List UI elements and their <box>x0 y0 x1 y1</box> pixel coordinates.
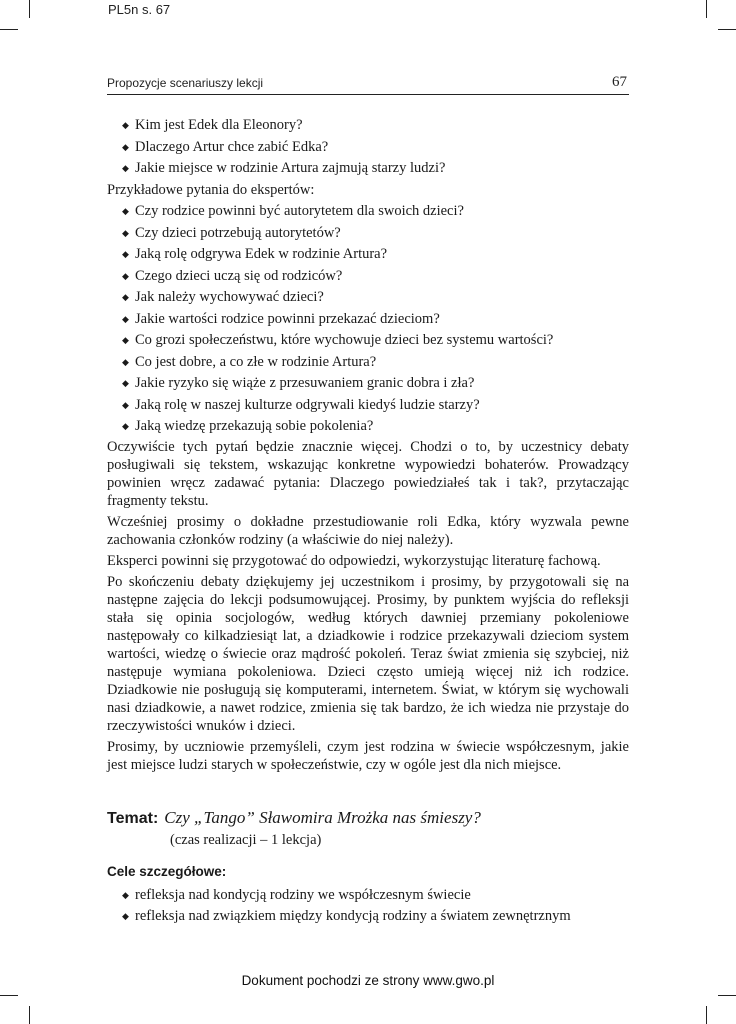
list-item: ◆ Jaką rolę odgrywa Edek w rodzinie Artura? <box>121 244 629 266</box>
goals-list <box>107 885 629 928</box>
list-item: ◆ refleksja nad kondycją rodziny we współczesnym świecie <box>121 885 629 907</box>
crop-mark-top-right-v <box>706 0 707 18</box>
body-paragraph: Eksperci powinni się przygotować do odpowiedzi, wykorzystując literaturę fachową. <box>107 552 601 569</box>
crop-mark-top-left-h <box>0 29 18 30</box>
list-item: ◆ Jaką rolę w naszej kulturze odgrywali kiedyś ludzie starzy? <box>121 395 629 417</box>
running-title: Propozycje scenariuszy lekcji <box>107 76 264 90</box>
list-item: ◆ Czy rodzice powinni być autorytetem dla swoich dzieci? <box>121 201 629 223</box>
experts-intro: Przykładowe pytania do ekspertów: <box>107 181 315 198</box>
topic-title: Czy „Tango” Sławomira Mrożka nas śmieszy? <box>164 808 481 827</box>
crop-mark-bottom-left-v <box>29 1006 30 1024</box>
diamond-bullet-icon: ◆ <box>122 911 129 921</box>
body-paragraph: Wcześniej prosimy o dokładne przestudiowanie roli Edka, który wyzwala pewne zachowania członków rodziny (a właściwie do niej należy). <box>107 513 629 548</box>
diamond-bullet-icon: ◆ <box>122 356 129 367</box>
diamond-bullet-icon: ◆ <box>122 227 129 238</box>
diamond-bullet-icon: ◆ <box>122 141 129 152</box>
lesson-goals <box>107 861 629 928</box>
list-item: ◆ Jakie miejsce w rodzinie Artura zajmują starzy ludzi? <box>121 158 629 180</box>
diamond-bullet-icon: ◆ <box>122 206 129 216</box>
page-slug: PL5n s. 67 <box>108 2 171 17</box>
running-header <box>107 74 629 95</box>
list-item: ◆ Jaką wiedzę przekazują sobie pokolenia? <box>121 416 629 438</box>
diamond-bullet-icon: ◆ <box>122 120 129 130</box>
question-list-a <box>107 115 629 180</box>
diamond-bullet-icon: ◆ <box>122 335 129 345</box>
crop-mark-bottom-left-h <box>0 995 18 996</box>
body-paragraph: Prosimy, by uczniowie przemyśleli, czym jest rodzina w świecie współczesnym, jakie jest miejsce ludzi starych w społeczeństwie, czy w ogóle jest dla nich miejsce. <box>107 738 629 773</box>
list-item: ◆ Czy dzieci potrzebują autorytetów? <box>121 223 629 245</box>
diamond-bullet-icon: ◆ <box>122 399 129 410</box>
list-item: ◆ Co grozi społeczeństwu, które wychowuje dzieci bez systemu wartości? <box>121 330 629 352</box>
diamond-bullet-icon: ◆ <box>122 292 129 302</box>
list-item: ◆ Kim jest Edek dla Eleonory? <box>121 115 629 137</box>
list-item: ◆ Czego dzieci uczą się od rodziców? <box>121 266 629 288</box>
diamond-bullet-icon: ◆ <box>122 421 129 431</box>
topic-label: Temat: <box>107 810 159 827</box>
crop-mark-bottom-right-v <box>706 1006 707 1024</box>
crop-mark-bottom-right-h <box>718 995 736 996</box>
list-item: ◆ Jakie wartości rodzice powinni przekazać dzieciom? <box>121 309 629 331</box>
list-item: ◆ Jak należy wychowywać dzieci? <box>121 287 629 309</box>
lesson-topic <box>107 808 629 849</box>
topic-duration-note: (czas realizacji – 1 lekcja) <box>170 832 322 848</box>
list-item: ◆ Co jest dobre, a co złe w rodzinie Artura? <box>121 352 629 374</box>
diamond-bullet-icon: ◆ <box>122 889 129 900</box>
body-paragraph: Po skończeniu debaty dziękujemy jej uczestnikom i prosimy, by przygotowali się na następne zajęcia do lekcji podsumowującej. Prosimy, by punktem wyjścia do refleksji stała się opinia socjologów, według których dawniej przemiany pokoleniowe następowały co kilkadziesiąt lat, a dziadkowie i rodzice przekazywali dzieciom system wartości, wiedzę o świecie oraz mądrość pokoleń. Teraz świat zmienia się szybciej, niż następuje wymiana pokoleniowa. Dzieci często umieją więcej niż ich rodzice. Dziadkowie nie posługują się komputerami, internetem. Świat, w którym się wychowali nasi dziadkowie, a nawet rodzice, zmienia się tak bardzo, że ich wiedza nie przystaje do rzeczywistości wnuków i dzieci. <box>107 573 629 734</box>
diamond-bullet-icon: ◆ <box>122 378 129 388</box>
main-content <box>107 115 629 777</box>
goals-heading: Cele szczegółowe: <box>107 864 227 879</box>
diamond-bullet-icon: ◆ <box>122 163 129 173</box>
list-item: ◆ Dlaczego Artur chce zabić Edka? <box>121 137 629 159</box>
crop-mark-top-left-v <box>29 0 30 18</box>
body-paragraph: Oczywiście tych pytań będzie znacznie więcej. Chodzi o to, by uczestnicy debaty posługiwali się tekstem, wskazując konkretne wypowiedzi bohaterów. Prowadzący powinien wręcz zadawać pytania: Dlaczego powiedziałeś tak i tak?, przytaczając fragmenty tekstu. <box>107 438 629 509</box>
crop-mark-top-right-h <box>718 29 736 30</box>
question-list-experts <box>107 201 629 438</box>
diamond-bullet-icon: ◆ <box>122 313 129 324</box>
list-item: ◆ Jakie ryzyko się wiąże z przesuwaniem granic dobra i zła? <box>121 373 629 395</box>
source-footer: Dokument pochodzi ze strony www.gwo.pl <box>241 973 495 988</box>
page-number: 67 <box>612 74 627 90</box>
diamond-bullet-icon: ◆ <box>122 270 129 281</box>
list-item: ◆ refleksja nad związkiem między kondycją rodziny a światem zewnętrznym <box>121 906 629 928</box>
diamond-bullet-icon: ◆ <box>122 249 129 259</box>
